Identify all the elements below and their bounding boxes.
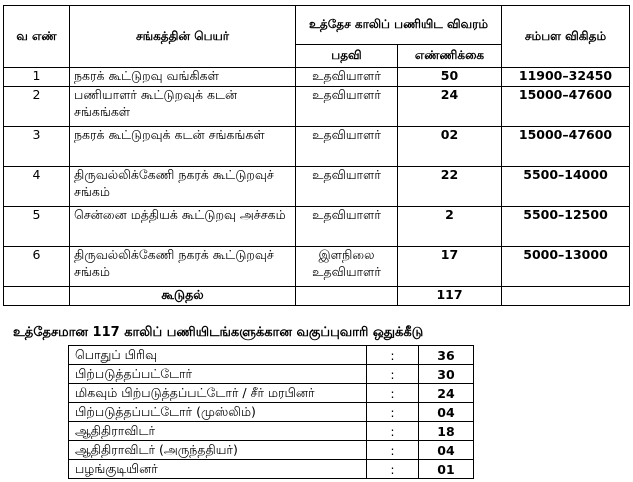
- header-society: சங்கத்தின் பெயர்: [70, 6, 296, 68]
- table-row: [4, 127, 630, 167]
- society-cell: நகரக் கூட்டுறவு வங்கிகள்: [70, 68, 296, 87]
- allocation-row: [69, 441, 474, 460]
- quota-cell: 01: [419, 460, 474, 479]
- quota-cell: 36: [419, 346, 474, 365]
- category-cell: பொதுப் பிரிவு: [69, 346, 367, 365]
- separator-cell: :: [367, 346, 419, 365]
- pay-cell: 11900–32450: [502, 68, 630, 87]
- count-cell: 02: [398, 127, 502, 167]
- table-row: [4, 87, 630, 127]
- post-cell: உதவியாளர்: [296, 87, 398, 127]
- count-cell: 22: [398, 167, 502, 207]
- serial-cell: 1: [4, 68, 70, 87]
- allocation-row: [69, 365, 474, 384]
- serial-cell: 5: [4, 207, 70, 247]
- post-cell: உதவியாளர்: [296, 127, 398, 167]
- category-cell: பிற்படுத்தப்பட்டோர்: [69, 365, 367, 384]
- quota-cell: 04: [419, 441, 474, 460]
- serial-cell: 3: [4, 127, 70, 167]
- count-cell: 24: [398, 87, 502, 127]
- society-cell: நகரக் கூட்டுறவுக் கடன் சங்கங்கள்: [70, 127, 296, 167]
- quota-cell: 24: [419, 384, 474, 403]
- pay-cell: 15000–47600: [502, 87, 630, 127]
- pay-cell: 5000–13000: [502, 247, 630, 287]
- total-empty-cell: [4, 287, 70, 306]
- separator-cell: :: [367, 365, 419, 384]
- pay-cell: 5500–12500: [502, 207, 630, 247]
- separator-cell: :: [367, 384, 419, 403]
- post-cell: இளநிலை உதவியாளர்: [296, 247, 398, 287]
- society-cell: பணியாளர் கூட்டுறவுக் கடன் சங்கங்கள்: [70, 87, 296, 127]
- allocation-row: [69, 384, 474, 403]
- total-row: [4, 287, 630, 306]
- category-cell: ஆதிதிராவிடர்: [69, 422, 367, 441]
- serial-cell: 4: [4, 167, 70, 207]
- separator-cell: :: [367, 403, 419, 422]
- pay-cell: 15000–47600: [502, 127, 630, 167]
- allocation-row: [69, 460, 474, 479]
- post-cell: உதவியாளர்: [296, 68, 398, 87]
- vacancy-table: [3, 5, 630, 306]
- total-empty-cell: [502, 287, 630, 306]
- total-empty-cell: [296, 287, 398, 306]
- header-serial: வ எண்: [4, 6, 70, 68]
- allocation-table: [68, 345, 474, 479]
- allocation-row: [69, 346, 474, 365]
- total-label: கூடுதல்: [70, 287, 296, 306]
- quota-cell: 30: [419, 365, 474, 384]
- allocation-row: [69, 403, 474, 422]
- table-row: [4, 167, 630, 207]
- header-post: பதவி: [296, 45, 398, 68]
- post-cell: உதவியாளர்: [296, 207, 398, 247]
- category-cell: பழங்குடியினர்: [69, 460, 367, 479]
- count-cell: 2: [398, 207, 502, 247]
- table-row: [4, 247, 630, 287]
- post-cell: உதவியாளர்: [296, 167, 398, 207]
- total-value: 117: [398, 287, 502, 306]
- count-cell: 17: [398, 247, 502, 287]
- separator-cell: :: [367, 422, 419, 441]
- allocation-row: [69, 422, 474, 441]
- separator-cell: :: [367, 441, 419, 460]
- category-cell: மிகவும் பிற்படுத்தப்பட்டோர் / சீர் மரபினர்: [69, 384, 367, 403]
- separator-cell: :: [367, 460, 419, 479]
- category-cell: ஆதிதிராவிடர் (அருந்ததியர்): [69, 441, 367, 460]
- society-cell: சென்னை மத்தியக் கூட்டுறவு அச்சகம்: [70, 207, 296, 247]
- header-count: எண்ணிக்கை: [398, 45, 502, 68]
- quota-cell: 04: [419, 403, 474, 422]
- count-cell: 50: [398, 68, 502, 87]
- society-cell: திருவல்லிக்கேணி நகரக் கூட்டுறவுச் சங்கம்: [70, 167, 296, 207]
- quota-cell: 18: [419, 422, 474, 441]
- category-cell: பிற்படுத்தப்பட்டோர் (முஸ்லிம்): [69, 403, 367, 422]
- header-pay-scale: சம்பள விகிதம்: [502, 6, 630, 68]
- society-cell: திருவல்லிக்கேணி நகரக் கூட்டுறவுச் சங்கம்: [70, 247, 296, 287]
- pay-cell: 5500–14000: [502, 167, 630, 207]
- header-vacancy-details: உத்தேச காலிப் பணியிட விவரம்: [296, 6, 502, 45]
- table-row: [4, 68, 630, 87]
- serial-cell: 2: [4, 87, 70, 127]
- serial-cell: 6: [4, 247, 70, 287]
- table-row: [4, 207, 630, 247]
- allocation-heading: உத்தேசமான 117 காலிப் பணியிடங்களுக்கான வகுப்புவாரி ஒதுக்கீடு: [13, 325, 424, 340]
